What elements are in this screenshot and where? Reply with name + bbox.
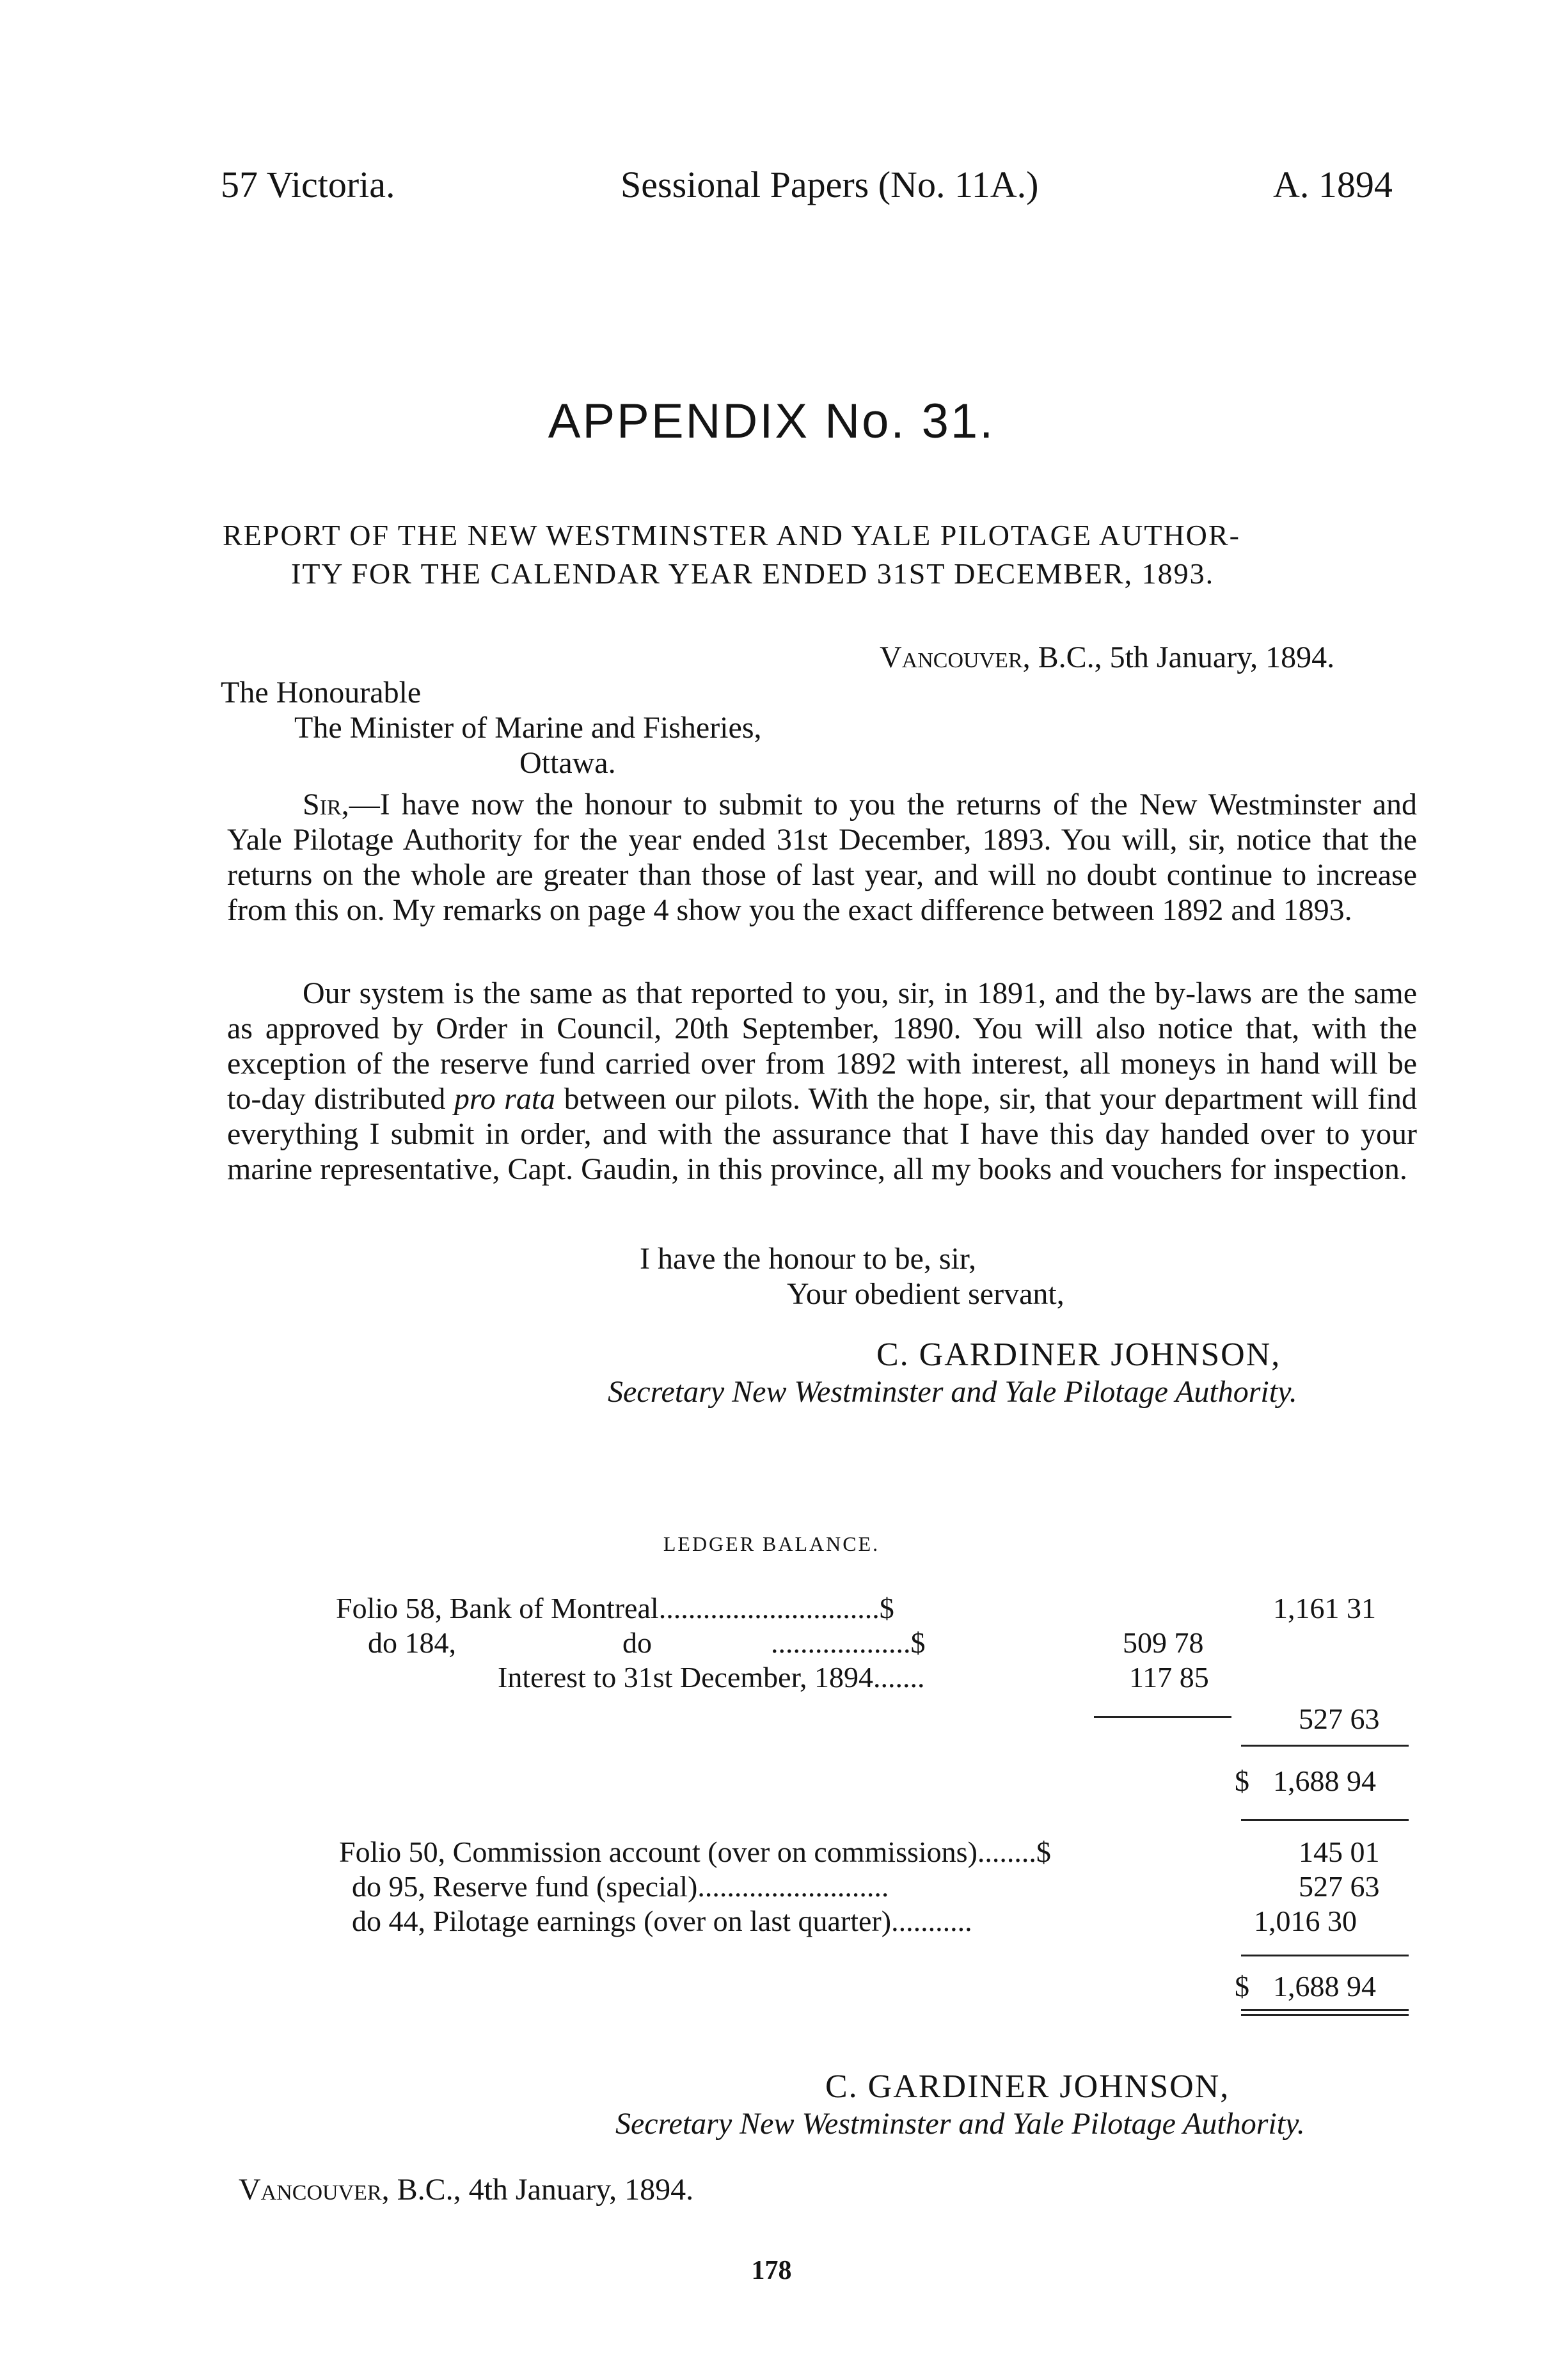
- letter-paragraph-2: [227, 976, 1417, 1187]
- ledger-credit-row-1: [339, 1835, 1051, 1869]
- ledger-row-leaders: .......: [873, 1661, 925, 1694]
- ledger-row-leaders: ..........................: [697, 1870, 889, 1903]
- ledger-row-dollar: $: [1036, 1836, 1051, 1868]
- signature-name: C. GARDINER JOHNSON,: [876, 1337, 1281, 1373]
- signature-title: Secretary New Westminster and Yale Pilotage Authority.: [608, 1375, 1297, 1409]
- running-header-right: A. 1894: [1273, 164, 1393, 205]
- ledger-credit-rule-double: [1241, 2009, 1409, 2016]
- ledger-credit-row-2-amount: 527 63: [1299, 1870, 1380, 1903]
- dateline-place: Vancouver: [880, 640, 1023, 674]
- ledger-subtotal-rule: [1094, 1716, 1231, 1718]
- ledger-row-leaders: ...........: [891, 1905, 972, 1937]
- ledger-credit-row-1-amount: 145 01: [1299, 1836, 1380, 1868]
- ledger-date: [239, 2172, 693, 2207]
- ledger-title: LEDGER BALANCE.: [663, 1532, 880, 1555]
- paragraph-2-italic: pro rata: [454, 1082, 556, 1116]
- ledger-row-label: do 44, Pilotage earnings (over on last quarter): [352, 1905, 892, 1937]
- address-line-2: The Minister of Marine and Fisheries,: [294, 711, 762, 745]
- dateline-date: , B.C., 5th January, 1894.: [1022, 640, 1335, 674]
- paragraph-1-text: —I have now the honour to submit to you the returns of the New Westminster and Yale Pilotage Authority for the year ended 31st December, 1893. You will, sir, notice that the returns on the whole are greater than those of last year, and will no doubt continue to increase from this on. My remarks on page 4 show you the exact difference between 1892 and 1893.: [227, 788, 1417, 927]
- address-line-1: The Honourable: [221, 676, 422, 710]
- closing-line-2: Your obedient servant,: [787, 1277, 1064, 1311]
- ledger-credit-row-3-amount: 1,016 30: [1254, 1905, 1357, 1937]
- ledger-signature-name: C. GARDINER JOHNSON,: [825, 2068, 1230, 2105]
- ledger-row-leaders: ........: [977, 1836, 1036, 1868]
- ledger-credit-rule-top: [1241, 1955, 1409, 1956]
- running-header-left: 57 Victoria.: [221, 164, 395, 205]
- ledger-debit-total: 1,688 94: [1273, 1765, 1376, 1797]
- ledger-debit-row-2-sub: do: [622, 1626, 652, 1659]
- ledger-debit-subtotal: 527 63: [1299, 1702, 1380, 1735]
- address-line-3: Ottawa.: [519, 746, 616, 780]
- ledger-row-dollar: $: [910, 1626, 926, 1659]
- report-title-line-2: ITY FOR THE CALENDAR YEAR ENDED 31ST DECEMBER, 1893.: [291, 557, 1215, 590]
- ledger-debit-row-2-leaders: [771, 1626, 926, 1660]
- paragraph-2-text-b: between our pilots. With the hope, sir, that your department will find everything I submit in order, and with the assurance that I have this day handed over to your marine representative, Capt. Gaudin, in this province, all my books and vouchers for inspection.: [227, 1082, 1418, 1186]
- ledger-total-rule-top: [1241, 1745, 1409, 1747]
- ledger-row-label: Interest to 31st December, 1894: [498, 1661, 874, 1694]
- ledger-date-rest: , B.C., 4th January, 1894.: [381, 2173, 694, 2207]
- ledger-row-leaders: ..............................: [658, 1592, 880, 1624]
- running-header-center: Sessional Papers (No. 11A.): [621, 164, 1039, 205]
- ledger-date-place: Vancouver: [239, 2173, 382, 2207]
- page-number: 178: [751, 2256, 792, 2285]
- ledger-debit-row-1-amount: 1,161 31: [1273, 1592, 1376, 1624]
- ledger-credit-row-3: [352, 1904, 972, 1938]
- appendix-title: APPENDIX No. 31.: [548, 394, 995, 448]
- ledger-credit-total: 1,688 94: [1273, 1970, 1376, 2003]
- ledger-row-leaders: ...................: [771, 1626, 911, 1659]
- ledger-row-label: Folio 58, Bank of Montreal: [336, 1592, 659, 1624]
- ledger-signature-title: Secretary New Westminster and Yale Pilotage Authority.: [615, 2107, 1305, 2141]
- ledger-credit-total-dollar: $: [1235, 1970, 1249, 2003]
- ledger-debit-row-3-inner-amount: 117 85: [1129, 1661, 1209, 1694]
- letter-paragraph-1: [227, 787, 1417, 928]
- closing-line-1: I have the honour to be, sir,: [640, 1242, 976, 1276]
- ledger-total-rule-bottom: [1241, 1819, 1409, 1821]
- ledger-debit-row-3: [498, 1660, 925, 1694]
- ledger-debit-row-2-label: do 184,: [368, 1626, 456, 1659]
- letter-dateline: [880, 640, 1334, 675]
- ledger-row-label: do 95, Reserve fund (special): [352, 1870, 698, 1903]
- salutation: Sir,: [303, 788, 349, 821]
- ledger-debit-row-2-inner-amount: 509 78: [1123, 1626, 1204, 1659]
- ledger-debit-total-dollar: $: [1235, 1765, 1249, 1797]
- ledger-row-label: Folio 50, Commission account (over on commissions): [339, 1836, 977, 1868]
- ledger-row-dollar: $: [879, 1592, 894, 1624]
- paragraph-2-text-a: Our system is the same as that reported to you, sir, in 1891, and the by-laws are the same as approved by Order in Council, 20th September, 1890. You will also notice that, with the exception of the reserve fund carried over from 1892 with interest, all moneys in hand will be to-day distributed: [227, 976, 1417, 1116]
- ledger-credit-row-2: [352, 1869, 889, 1903]
- report-title-line-1: REPORT OF THE NEW WESTMINSTER AND YALE PILOTAGE AUTHOR-: [223, 519, 1240, 551]
- ledger-debit-row-1: [336, 1591, 894, 1625]
